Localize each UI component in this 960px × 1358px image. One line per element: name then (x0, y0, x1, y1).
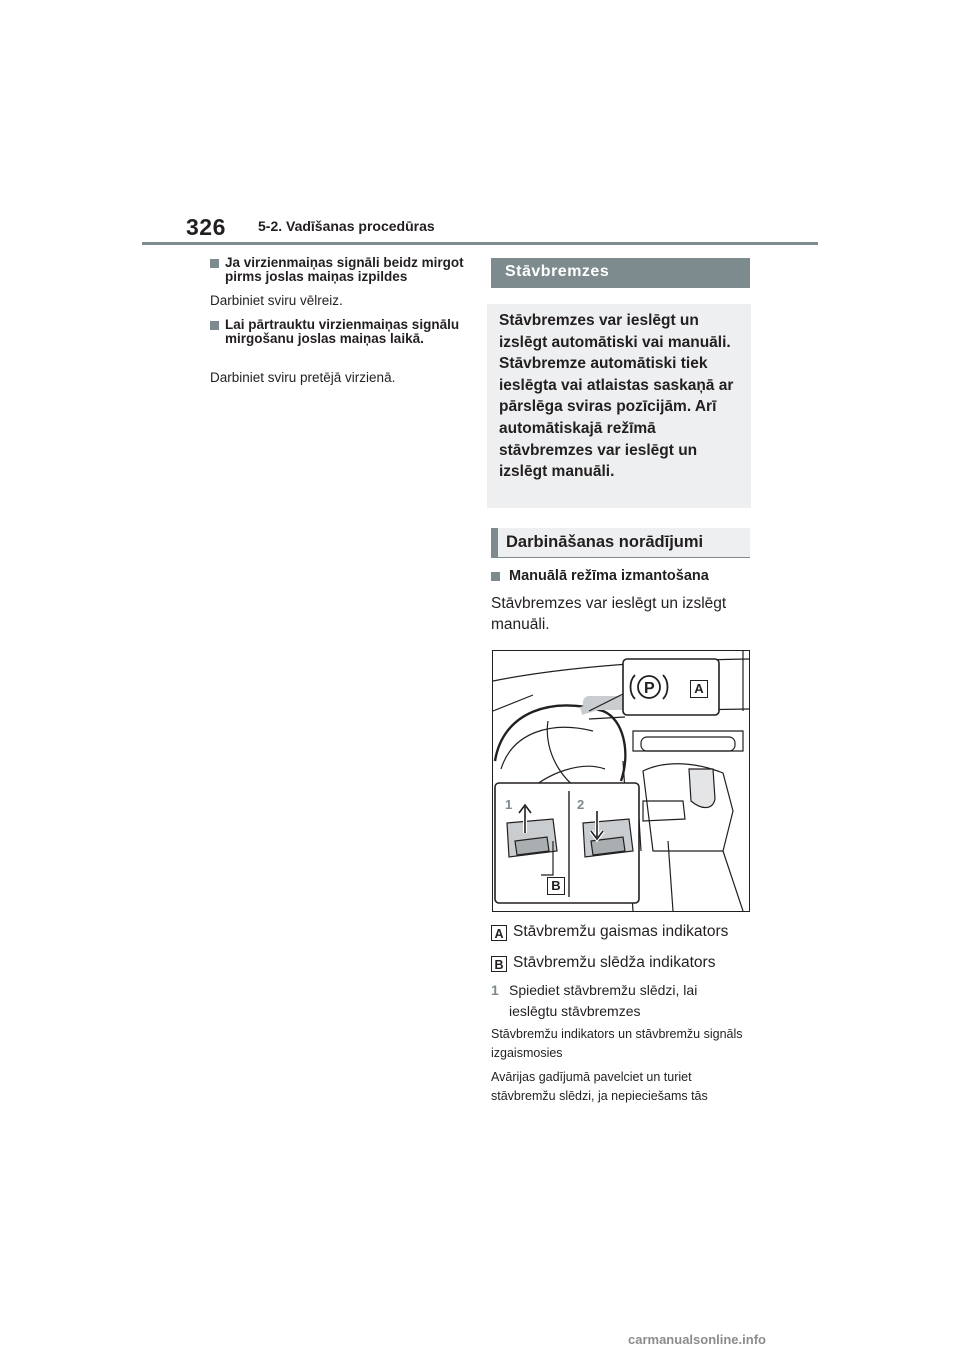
legend-item-a (491, 922, 728, 942)
parking-brake-illustration (492, 650, 750, 912)
dashboard-drawing (493, 651, 749, 911)
manual-mode-subheading (491, 568, 709, 584)
step-1-text: Spiediet stāvbremžu slēdzi, lai ieslēgtu stāvbremzes (509, 982, 698, 1019)
left-heading-2-text: Lai pārtrauktu virzienmaiņas signālu mirgošanu joslas maiņas laikā. (225, 317, 460, 346)
left-heading-1-text: Ja virzienmaiņas signāli beidz mirgot pirms joslas maiņas izpildes (225, 255, 464, 284)
manual-mode-body: Stāvbremzes var ieslēgt un izslēgt manuāli. (491, 595, 727, 633)
step-1 (491, 980, 753, 1022)
operating-instructions-heading: Darbināšanas norādījumi (491, 528, 750, 558)
legend-text-a: Stāvbremžu gaismas indikators (513, 923, 729, 940)
legend-tag-b: B (491, 956, 507, 972)
square-bullet-icon (210, 259, 219, 268)
manual-mode-subheading-text: Manuālā režīma izmantošana (509, 568, 709, 584)
section-title: 5-2. Vadīšanas procedūras (258, 218, 435, 234)
figure-label-a: A (690, 680, 708, 698)
step-1-number: 1 (491, 982, 499, 998)
header-divider (142, 242, 818, 245)
note-1: Stāvbremžu indikators un stāvbremžu signāls izgaismosies (491, 1027, 743, 1060)
left-heading-1 (210, 256, 475, 284)
square-bullet-icon (491, 572, 500, 581)
figure-step-1-marker: 1 (505, 797, 513, 812)
svg-text:P: P (644, 680, 655, 697)
left-body-2: Darbiniet sviru pretējā virzienā. (210, 370, 396, 385)
legend-tag-a: A (491, 925, 507, 941)
section-heading-parking-brake: Stāvbremzes (491, 258, 750, 288)
left-heading-2 (210, 318, 475, 346)
page-number: 326 (186, 214, 226, 240)
square-bullet-icon (210, 321, 219, 330)
note-2: Avārijas gadījumā pavelciet un turiet stāvbremžu slēdzi, ja nepieciešams tās (491, 1070, 708, 1103)
figure-step-2-marker: 2 (577, 797, 585, 812)
legend-item-b (491, 953, 715, 973)
legend-text-b: Stāvbremžu slēdža indikators (513, 954, 716, 971)
intro-box: Stāvbremzes var ieslēgt un izslēgt automātiski vai manuāli. Stāvbremze automātiski tiek ieslēgta vai atlaistas saskaņā ar pārslēga sviras pozīcijām. Arī automātiskajā režīmā stāvbremzes var ieslēgt un izslēgt manuāli. (487, 304, 751, 508)
footer-watermark: carmanualsonline.info (628, 1332, 766, 1347)
left-body-1: Darbiniet sviru vēlreiz. (210, 293, 343, 308)
figure-label-b: B (547, 877, 565, 895)
